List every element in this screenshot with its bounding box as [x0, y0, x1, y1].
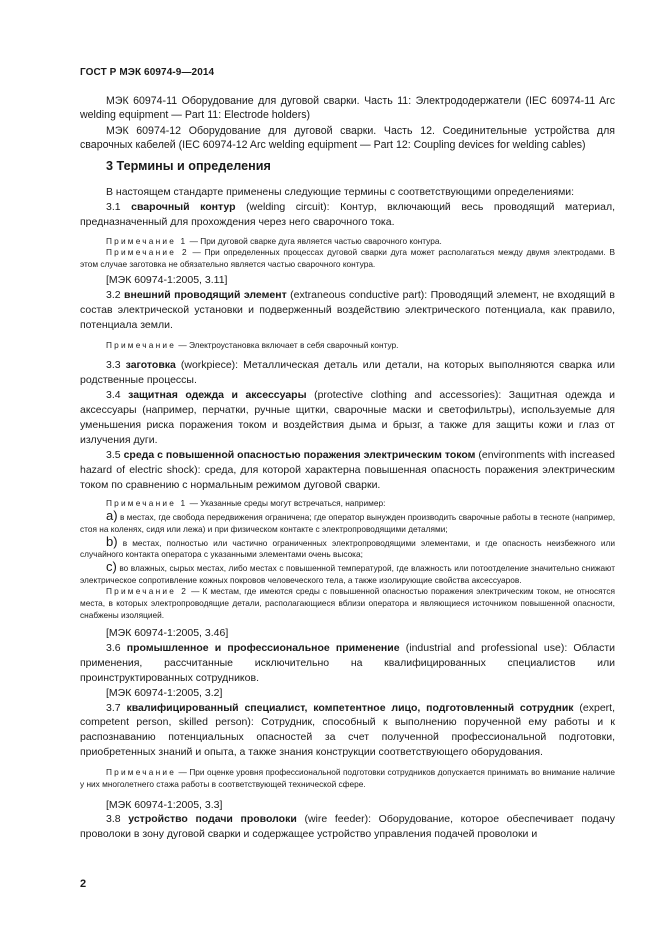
note: Примечание 1 — Указанные среды могут встречаться, например:	[106, 498, 386, 509]
page-number: 2	[80, 878, 87, 890]
term-3-7: 3.7 квалифицированный специалист, компетентное лицо, подготовленный сотрудник (expert, competent person, skilled person): Сотрудник, способный к выполнению порученной ему работы и к распознаванию потенциальных опасностей за счет полученной профессиональной подготовки, приобретенных знаний и опыта, а также знания конструкции соответствующего оборудования.	[80, 701, 616, 759]
term-3-6: 3.6 промышленное и профессиональное применение (industrial and professional use): Области применения, рассчитанные исключительно на квалифицированных специалистов или проинструктированных сотрудников.	[80, 641, 616, 684]
term-title: квалифицированный специалист, компетентное лицо, подготовленный сотрудник	[126, 701, 574, 714]
note-item: b) в местах, полностью или частично ограниченных электропроводящими элементами, и где опасность неизбежного или случайного контакта оператора с указанными элементами очень высока;	[80, 533, 615, 560]
terms-block-1	[80, 185, 615, 271]
term-3-5: 3.5 среда с повышенной опасностью поражения электрическим током (environments with increased hazard of electric shock): среда, для которой характерна повышенная опасность поражения электрическим током по сравнению с нормальным режимом дуговой сварки.	[80, 448, 615, 491]
source-ref: [МЭК 60974-1:2005, 3.46]	[106, 627, 229, 639]
term-title: заготовка	[125, 359, 176, 372]
term-title: среда с повышенной опасностью поражения электрическим током	[123, 448, 476, 461]
normative-references	[80, 94, 615, 153]
note-item: a) в местах, где свобода передвижения ограничена; где оператор вынужден производить сварочные работы в тесноте (например, стоя на коленях, сидя или лежа) и при физическом контакте с электропроводящими деталями;	[80, 508, 615, 534]
note: Примечание 1 — При дуговой сварке дуга является частью сварочного контура.	[106, 235, 442, 246]
note: Примечание 2 — При определенных процессах дуговой сварки дуга может располагаться между двумя электродами. В этом случае заготовка не обязательно является частью сварочного контура.	[80, 247, 615, 270]
term-3-8: 3.8 устройство подачи проволоки (wire feeder): Оборудование, которое обеспечивает подачу проволоки в зону дуговой сварки и содержащее устройство управления подачей проволоки и	[80, 813, 615, 841]
term-3-3: 3.3 заготовка (workpiece): Металлическая деталь или детали, на которых выполняются сварка или родственные процессы.	[80, 359, 615, 387]
note-item: c) во влажных, сырых местах, либо местах с повышенной температурой, где влажность или потоотделение значительно снижают электрическое сопротивление кожных покровов человеческого тела, а также изолирующие свойства аксессуаров.	[80, 559, 615, 585]
terms-block-2	[80, 273, 615, 622]
note: Примечание — При оценке уровня профессиональной подготовки сотрудников допускается принимать во внимание наличие у них многолетнего стажа работы в соответствующей технической сфере.	[80, 767, 615, 789]
terms-block-3	[80, 626, 615, 842]
source-ref: [МЭК 60974-1:2005, 3.2]	[106, 686, 223, 699]
note: Примечание — Электроустановка включает в себя сварочный контур.	[106, 339, 399, 350]
term-title: защитная одежда и аксессуары	[128, 389, 307, 402]
reference-item: МЭК 60974-11 Оборудование для дуговой сварки. Часть 11: Электрододержатели (IEC 60974-11 Arc welding equipment — Part 11: Electrode holders)	[80, 95, 615, 122]
section-title: 3 Термины и определения	[106, 159, 271, 173]
source-ref: [МЭК 60974-1:2005, 3.11]	[106, 274, 228, 286]
document-header: ГОСТ Р МЭК 60974-9—2014	[80, 67, 215, 78]
note: Примечание 2 — К местам, где имеются среды с повышенной опасностью поражения электрическим током, не относятся места, в которых электропроводящие детали, располагающиеся вблизи оператора и являющиеся источником повышенной опасности, снабжены изоляцией.	[80, 586, 616, 620]
reference-item: МЭК 60974-12 Оборудование для дуговой сварки. Часть 12. Соединительные устройства для сварочных кабелей (IEC 60974-12 Arc welding equipment — Part 12: Coupling devices for welding cables)	[80, 124, 615, 152]
term-3-1: 3.1 сварочный контур (welding circuit): Контур, включающий весь проводящий материал, предназначенный для прохождения через него сварочного тока.	[80, 200, 615, 228]
term-title: сварочный контур	[131, 200, 236, 213]
term-3-2: 3.2 внешний проводящий элемент (extraneous conductive part): Проводящий элемент, не входящий в состав электрической установки и подверженный воздействию электрического потенциала, как правило, потенциала земли.	[80, 288, 616, 331]
term-title: промышленное и профессиональное применение	[126, 641, 400, 654]
intro-text: В настоящем стандарте применены следующие термины с соответствующими определениями:	[106, 186, 575, 198]
term-title: внешний проводящий элемент	[124, 288, 287, 301]
source-ref: [МЭК 60974-1:2005, 3.3]	[106, 798, 223, 811]
term-title: устройство подачи проволоки	[128, 813, 297, 826]
term-3-4: 3.4 защитная одежда и аксессуары (protective clothing and accessories): Защитная одежда и аксессуары (например, перчатки, ручные щитки, сварочные маски и светофильтры), используемые для уменьшения риска поражения током и воздействия дыма и брызг, а также для защиты кожи и глаз от излучения дуги.	[80, 389, 615, 446]
